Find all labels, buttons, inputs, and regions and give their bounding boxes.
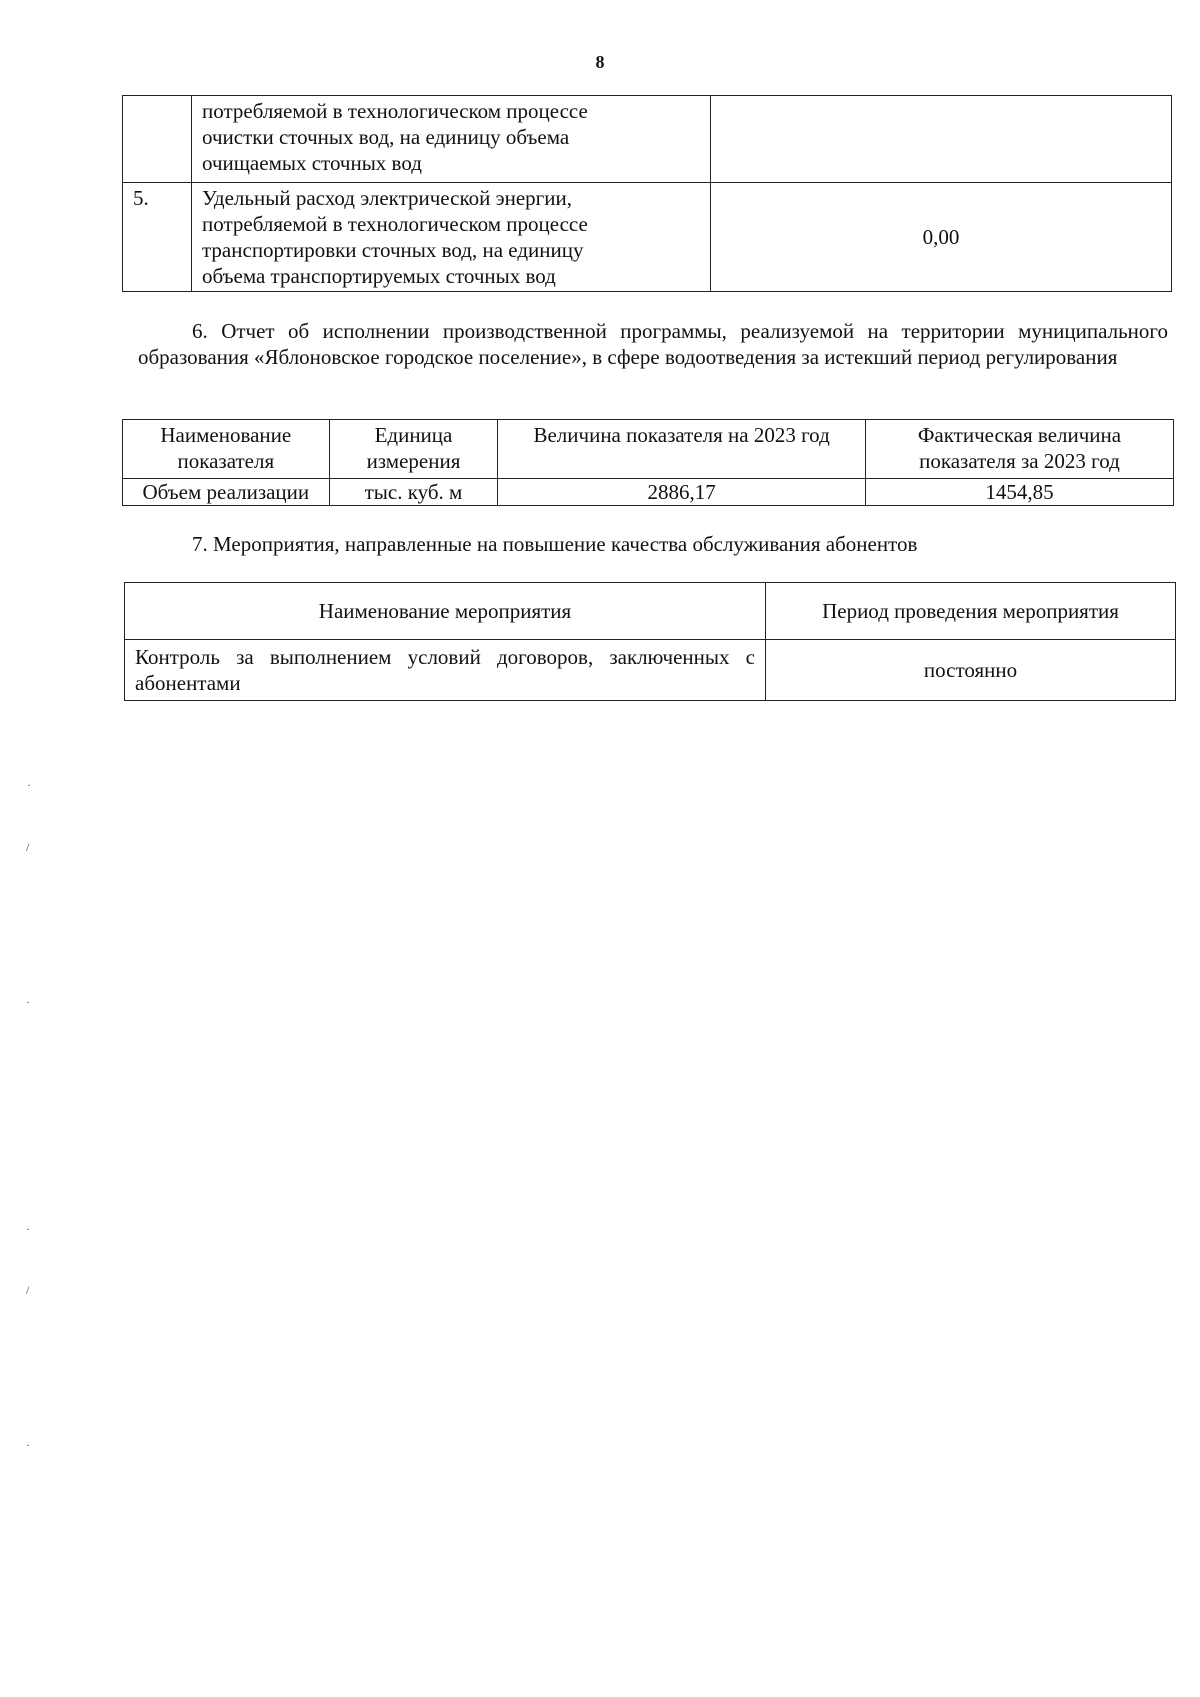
scan-artifact: · (26, 1222, 30, 1236)
section-7-heading: 7. Мероприятия, направленные на повышение качества обслуживания абонентов (192, 532, 918, 556)
indicator-name-line: очищаемых сточных вод (202, 151, 422, 175)
table-cell: постоянно (766, 640, 1176, 701)
column-header: Фактическая величина показателя за 2023 год (865, 420, 1173, 479)
section-6-heading: 6. Отчет об исполнении производственной программы, реализуемой на территории муниципального образования «Яблоновское городское поселение», в сфере водоотведения за истекший период регулирования (138, 319, 1168, 369)
indicator-name-line: транспортировки сточных вод, на единицу (202, 238, 584, 262)
scan-artifact: / (26, 1283, 30, 1297)
indicator-name (192, 96, 711, 183)
indicator-name-line: потребляемой в технологическом процессе (202, 212, 588, 236)
scan-artifact: · (26, 1438, 30, 1452)
row-number (123, 96, 192, 183)
indicator-value: 0,00 (711, 183, 1172, 292)
table-row (123, 96, 1172, 183)
table-cell: 2886,17 (498, 479, 866, 506)
service-measures-table (124, 582, 1176, 701)
column-header: Наименование мероприятия (125, 583, 766, 640)
page-number: 8 (595, 52, 605, 72)
table-cell: Объем реализации (123, 479, 330, 506)
program-report-table (122, 419, 1174, 506)
scan-artifact: · (27, 778, 31, 792)
indicator-name-line: очистки сточных вод, на единицу объема (202, 125, 570, 149)
table-cell: 1454,85 (865, 479, 1173, 506)
indicator-name-line: Удельный расход электрической энергии, (202, 186, 573, 210)
row-number: 5. (123, 183, 192, 292)
indicator-name-line: объема транспортируемых сточных вод (202, 264, 556, 288)
indicator-value (711, 96, 1172, 183)
column-header: Величина показателя на 2023 год (498, 420, 866, 479)
column-header: Единица измерения (329, 420, 498, 479)
table-row (125, 640, 1176, 701)
column-header: Наименование показателя (123, 420, 330, 479)
table-row (123, 479, 1174, 506)
table-cell: тыс. куб. м (329, 479, 498, 506)
table-row (123, 183, 1172, 292)
indicators-table-continuation (122, 95, 1172, 292)
scan-artifact: / (26, 840, 30, 854)
column-header: Период проведения мероприятия (766, 583, 1176, 640)
indicator-name-line: потребляемой в технологическом процессе (202, 99, 588, 123)
scan-artifact: · (26, 995, 30, 1009)
indicator-name (192, 183, 711, 292)
table-header-row (123, 420, 1174, 479)
table-cell: Контроль за выполнением условий договоров, заключенных с абонентами (125, 640, 766, 701)
table-header-row (125, 583, 1176, 640)
